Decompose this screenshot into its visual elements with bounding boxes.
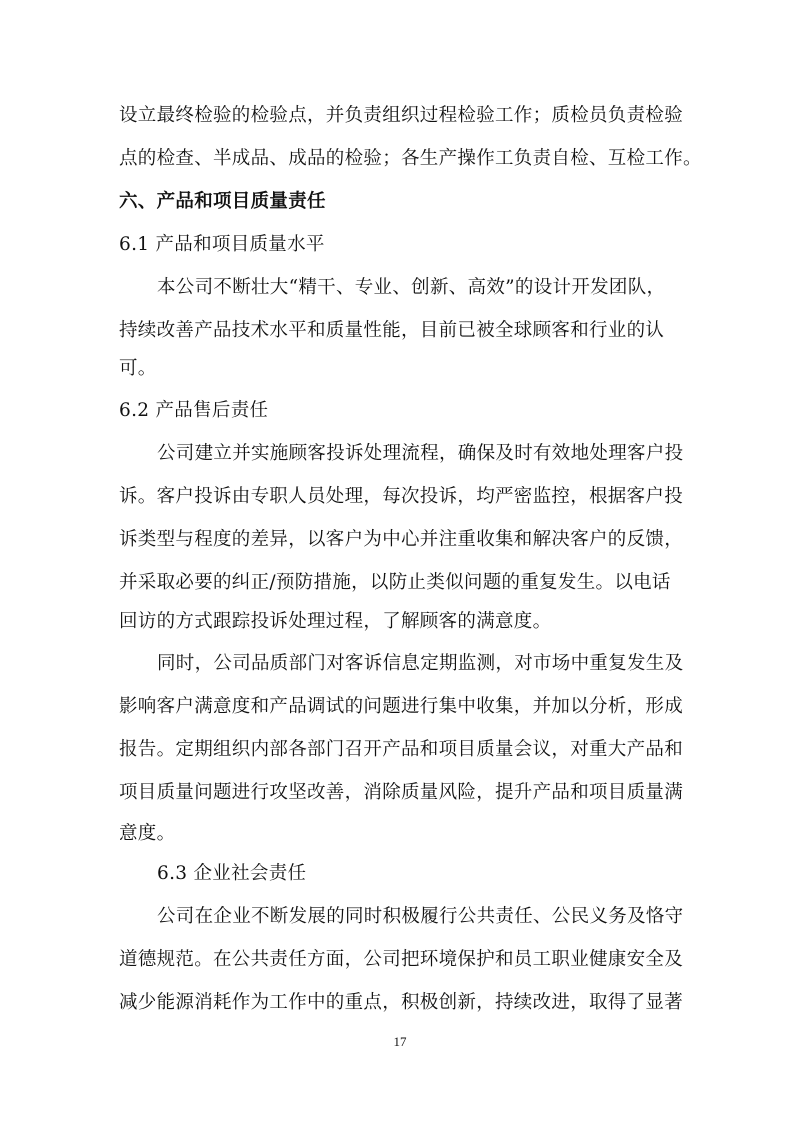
paragraph-6-1-line-3: 可。 [119, 358, 157, 379]
paragraph-6-3-line-2: 道德规范。在公共责任方面，公司把环境保护和员工职业健康安全及 [119, 949, 684, 970]
paragraph-6-2-line-4: 并采取必要的纠正/预防措施，以防止类似问题的重复发生。以电话 [119, 572, 671, 593]
body-line-2: 点的检查、半成品、成品的检验；各生产操作工负责自检、互检工作。 [119, 148, 702, 169]
paragraph-6-2b-line-3: 报告。定期组织内部各部门召开产品和项目质量会议，对重大产品和 [119, 739, 684, 760]
paragraph-6-2b-line-2: 影响客户满意度和产品调试的问题进行集中收集，并加以分析，形成 [119, 696, 684, 717]
paragraph-6-3-line-1: 公司在企业不断发展的同时积极履行公共责任、公民义务及恪守 [157, 906, 684, 927]
page-number: 17 [393, 1034, 407, 1049]
subsection-heading-6-1: 6.1 产品和项目质量水平 [119, 234, 325, 255]
paragraph-6-1-line-2: 持续改善产品技术水平和质量性能，目前已被全球顾客和行业的认 [119, 320, 665, 341]
subsection-heading-6-2: 6.2 产品售后责任 [119, 400, 269, 421]
paragraph-6-2-line-2: 诉。客户投诉由专职人员处理，每次投诉，均严密监控，根据客户投 [119, 486, 684, 507]
paragraph-6-2b-line-1: 同时，公司品质部门对客诉信息定期监测，对市场中重复发生及 [157, 653, 684, 674]
section-heading-6: 六、产品和项目质量责任 [119, 191, 326, 212]
paragraph-6-2b-line-5: 意度。 [119, 823, 176, 844]
subsection-heading-6-3: 6.3 企业社会责任 [157, 863, 307, 884]
paragraph-6-2-line-3: 诉类型与程度的差异，以客户为中心并注重收集和解决客户的反馈， [119, 529, 684, 550]
paragraph-6-2-line-1: 公司建立并实施顾客投诉处理流程，确保及时有效地处理客户投 [157, 443, 684, 464]
body-line-1: 设立最终检验的检验点，并负责组织过程检验工作；质检员负责检验 [119, 105, 684, 126]
paragraph-6-2-line-5: 回访的方式跟踪投诉处理过程，了解顾客的满意度。 [119, 611, 552, 632]
paragraph-6-1-line-1: 本公司不断壮大“精干、专业、创新、高效”的设计开发团队， [157, 277, 666, 298]
paragraph-6-3-line-3: 减少能源消耗作为工作中的重点，积极创新，持续改进，取得了显著 [119, 992, 684, 1013]
paragraph-6-2b-line-4: 项目质量问题进行攻坚改善，消除质量风险，提升产品和项目质量满 [119, 782, 684, 803]
